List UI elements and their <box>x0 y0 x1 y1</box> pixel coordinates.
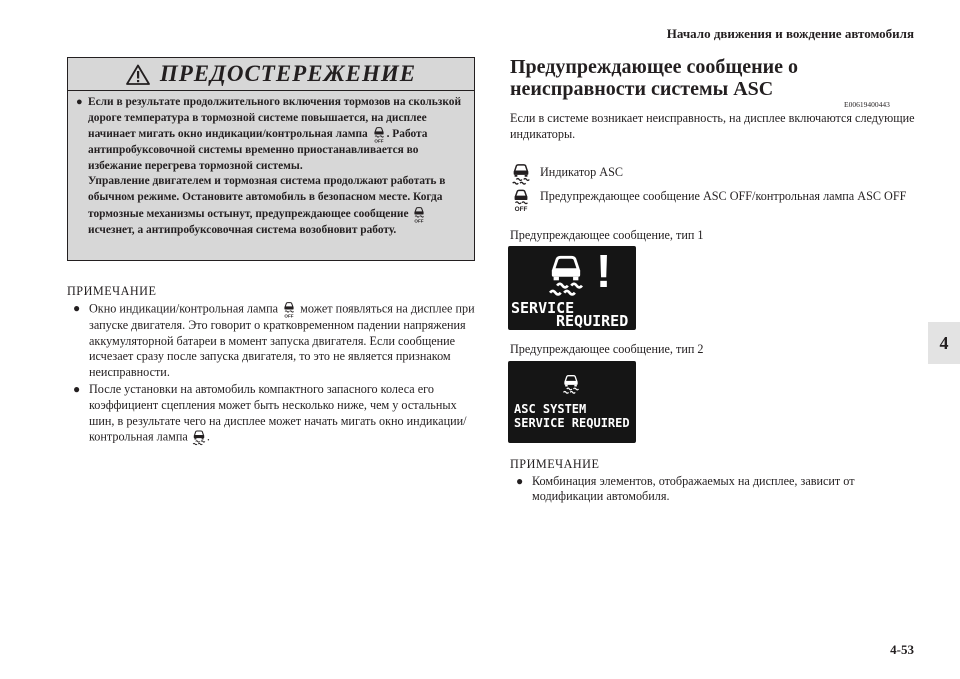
type1-caption: Предупреждающее сообщение, тип 1 <box>510 228 704 242</box>
warning-p2-text-b: исчезнет, а антипробуксовочная система возобновит работу. <box>88 223 397 236</box>
bullet: ● <box>76 96 83 108</box>
note-item <box>510 474 920 505</box>
bullet: ● <box>516 473 524 488</box>
indicator-label: Предупреждающее сообщение ASC OFF/контрольная лампа ASC OFF <box>540 189 907 203</box>
warning-title: ПРЕДОСТЕРЕЖЕНИЕ <box>159 61 417 86</box>
asc-off-indicator-icon <box>510 188 532 212</box>
display-line-2: SERVICE REQUIRED <box>514 416 630 430</box>
indicator-row-asc-off <box>510 188 930 216</box>
chapter-tab: 4 <box>928 322 960 364</box>
note-label: ПРИМЕЧАНИЕ <box>67 284 157 298</box>
asc-off-indicator-icon <box>281 301 297 318</box>
warning-text <box>76 95 468 238</box>
asc-indicator-icon <box>561 373 581 395</box>
display-line-1: ASC SYSTEM <box>514 402 587 416</box>
section-intro: Если в системе возникает неисправность, на дисплее включаются следующие индикаторы. <box>510 111 915 141</box>
note-item2-text-b: . <box>206 429 210 444</box>
note-item1-text-a: Окно индикации/контрольная лампа <box>89 301 279 316</box>
chapter-title: Начало движения и вождение автомобиля <box>666 26 914 41</box>
note-left <box>67 284 477 446</box>
note-right <box>510 457 920 505</box>
bullet: ● <box>73 300 81 315</box>
indicator-row-asc <box>510 162 930 190</box>
type2-caption: Предупреждающее сообщение, тип 2 <box>510 342 704 356</box>
note-item1-text-b: может появляться на дисплее при запуске двигателя. Это говорит о кратковременном падении напряжения аккумуляторной батареи в момент запуска двигателя. Если сообщение исчезает сразу после запуска двигателя, то это не является признаком неисправности. <box>89 301 475 380</box>
warning-triangle-icon <box>126 64 150 85</box>
warning-p2-text-a: Управление двигателем и тормозная система продолжают работать в обычном режиме. Остановите автомобиль в безопасном месте. Когда тормозные механизмы остынут, предупреждающее сообщение <box>88 175 446 220</box>
asc-indicator-icon <box>191 429 207 446</box>
note-item <box>67 301 477 381</box>
asc-off-indicator-icon <box>411 206 427 223</box>
display-line-1: SERVICE <box>511 299 575 317</box>
note-label: ПРИМЕЧАНИЕ <box>510 457 600 471</box>
indicator-label: Индикатор ASC <box>540 165 623 179</box>
note-item <box>67 382 477 446</box>
warning-paragraph-2 <box>88 174 468 238</box>
note-item2-text-a: После установки на автомобиль компактного запасного колеса его коэффициент сцепления может быть несколько ниже, чем у остальных шин, в результате чего на дисплее может начать мигать окно индикации/контрольная лампа <box>89 381 467 444</box>
note-text: Комбинация элементов, отображаемых на дисплее, зависит от модификации автомобиля. <box>532 473 855 503</box>
section-code: E00619400443 <box>844 100 890 109</box>
asc-off-indicator-icon <box>371 126 387 143</box>
asc-indicator-icon <box>510 162 532 186</box>
display-line-2: REQUIRED <box>556 312 629 330</box>
warning-p1-text-a: Если в результате продолжительного включения тормозов на скользкой дороге температура в тормозной системе повышается, на дисплее начинает мигать окно индикации/контрольная лампа <box>88 96 462 141</box>
warning-box <box>67 57 475 261</box>
asc-indicator-icon <box>544 252 588 298</box>
bullet: ● <box>73 381 81 396</box>
exclamation-mark: ! <box>596 246 612 297</box>
display-type2 <box>508 361 636 443</box>
page-number: 4-53 <box>890 642 914 657</box>
warning-header <box>68 58 474 91</box>
display-type1 <box>508 246 636 330</box>
section-title: Предупреждающее сообщение о неисправности системы ASC <box>510 56 799 100</box>
warning-p1-text-b: . Работа антипробуксовочной системы временно приостанавливается во избежание перегрева тормозной системы. <box>88 128 428 172</box>
warning-paragraph-1 <box>88 95 468 174</box>
